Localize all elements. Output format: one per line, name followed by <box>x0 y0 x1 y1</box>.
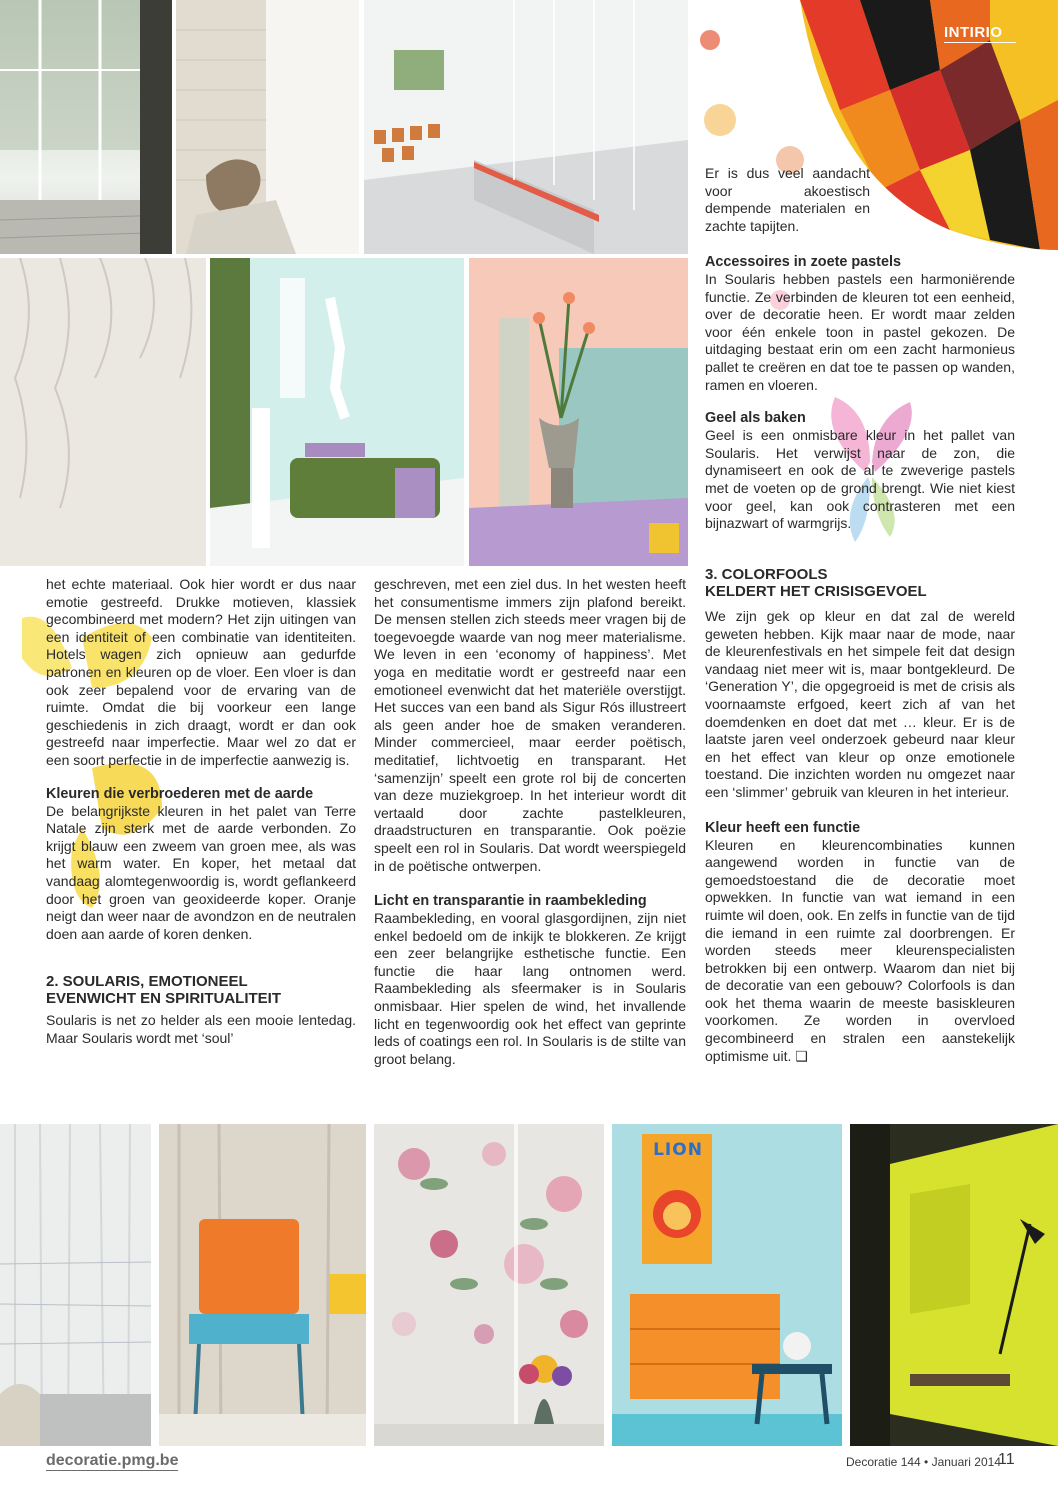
photo-yellow-wall-lamp-art <box>850 1124 1058 1446</box>
photo-wavy-curtain-tray <box>0 258 206 566</box>
col1-para-1: het echte materiaal. Ook hier wordt er dus naar emotie gestreefd. Drukke motieven, klassiek gecombineerd met modern? Het zijn uitingen van een identiteit of een combinatie van identiteiten. Hotels wagen zich opnieuw aan gedurfde patronen en kleuren op de vloer. Een vloer is dan ook zeer bepalend voor de ervaring van de ruimte. Omdat die bij voorkeur een lange geschiedenis in zich draagt, wordt er dan ook gestreefd naar imperfectie. Maar wel zo dat er een soort perfectie in de imperfectie aanwezig is. <box>46 576 356 768</box>
heading-colorfools-1: 3. COLORFOOLS <box>705 566 828 583</box>
col1-para-3: Soularis is net zo helder als een mooie lentedag. Maar Soularis wordt met ‘soul’ <box>46 1012 356 1046</box>
photo-corridor-chairs-art <box>364 0 688 254</box>
col2-para-2: Raambekleding, en vooral glasgordijnen, zijn niet enkel bedoeld om de inkijk te blokkeren. Ze krijgt een zeer belangrijke esthetische functie. Een functie die haar lang ontnomen werd. Raambekleding als sfeermaker is in Soularis onmisbaar. Hier spelen de wind, het invallende licht en tegenwoordig ook het effect van geprinte leds of coatings een rol. In Soularis is de stilte van groot belang. <box>374 910 686 1067</box>
heading-accessoires: Accessoires in zoete pastels <box>705 254 901 270</box>
heading-kleuren-aarde: Kleuren die verbroederen met de aarde <box>46 785 314 802</box>
photo-white-sheer-curtain-art <box>0 1124 151 1446</box>
column-2 <box>374 576 686 1068</box>
lion-poster-title: LION <box>653 1140 703 1160</box>
col2-para-1: geschreven, met een ziel dus. In het westen heeft het consumentisme immers zijn plafond bereikt. De mensen stellen zich steeds meer vragen bij de toegevoegde waarde van nog meer materialisme. We leven in een ‘economy of happiness’. Met yoga en meditatie wordt er gestreefd naar een emotioneel evenwicht dat het materiële overstijgt. Het succes van een band als Sigur Rós illustreert als geen ander hoe de smaken veranderen. Minder commercieel, maar eerder poëtisch, meditatief, lichtvoetig en transparant. Het ‘samenzijn’ speelt een grote rol bij de concerten van deze muziekgroep. In het interieur wordt dit vertaald door zachte pastelkleuren, draadstructuren en transparantie. Ook poëzie speelt een rol in Soularis. Dat wordt weerspiegeld in de poëtische ontwerpen. <box>374 576 686 874</box>
photo-pastel-ornate-wall-art <box>469 258 688 566</box>
photo-white-curtains-window <box>0 0 172 254</box>
photo-bag-on-stool-art <box>176 0 359 254</box>
heading-soularis-2: EVENWICHT EN SPIRITUALITEIT <box>46 990 282 1008</box>
photo-lion-poster-dresser <box>612 1124 842 1446</box>
photo-pastel-ornate-wall <box>469 258 688 566</box>
para-geel: Geel is een onmisbare kleur in het pallet van Soularis. Het verwijst naar de zon, die dynamiseert en ook de al te zweverige pastels met de voeten op de grond brengt. Wie niet kiest voor geel, kan ook contrasteren met een bijnazwart of warmgrijs. <box>705 427 1015 532</box>
photo-white-sheer-curtain <box>0 1124 151 1446</box>
col1-para-2: De belangrijkste kleuren in het palet van Terre Natale zijn sterk met de aarde verbonden. Zo krijgt blauw een zweem van groen mee, als was het warm water. En koper, het metaal dat vandaag alomtegenwoordig is, wordt geflankeerd door het groen van geoxideerde koper. Oranje neigt dan weer naar de avondzon en de neutralen doen aan aarde of koren denken. <box>46 802 356 942</box>
brand-text: INTIRIO <box>944 24 1003 41</box>
heading-colorfools-2: KELDERT HET CRISISGEVOEL <box>705 583 927 600</box>
col3-intro-text: Er is dus veel aandacht voor akoestisch dempende materialen en zachte tapijten. <box>705 165 870 234</box>
photo-floral-curtain <box>374 1124 604 1446</box>
photo-wavy-curtain-tray-art <box>0 258 206 566</box>
column-3 <box>705 566 1015 1066</box>
column-1 <box>46 576 356 1047</box>
col3-top-section <box>705 254 1015 533</box>
photo-floral-curtain-art <box>374 1124 604 1446</box>
col3-intro <box>705 165 870 235</box>
photo-yellow-wall-lamp <box>850 1124 1058 1446</box>
para-accessoires: In Soularis hebben pastels een harmoniërende functie. Ze verbinden de kleuren tot een eenheid, over de decoratie heen. Er wordt maar zelden voor één enkele toon in pastel gekozen. De uitdaging bestaat erin om een zacht harmonieus pallet te creëren en dat toe te passen op wanden, ramen en vloeren. <box>705 271 1015 393</box>
photo-orange-cushion-chair <box>159 1124 366 1446</box>
heading-kleur-functie: Kleur heeft een functie <box>705 819 861 836</box>
photo-white-curtains-window-art <box>0 0 172 254</box>
heading-licht-transparantie: Licht en transparantie in raambekleding <box>374 893 647 910</box>
photo-lion-poster-dresser-art <box>612 1124 842 1446</box>
end-mark-icon: ❑ <box>795 1048 808 1065</box>
photo-bag-on-stool <box>176 0 359 254</box>
photo-green-sofa-room-art <box>210 258 464 566</box>
footer-issue: Decoratie 144 • Januari 2014 <box>846 1455 1001 1469</box>
brand-label <box>944 24 1016 43</box>
footer-page-number: 11 <box>998 1451 1015 1468</box>
col3-para-1: We zijn gek op kleur en dat zal de wereld geweten hebben. Kijk maar naar de mode, naar de kleurenfestivals en het simpele feit dat design vandaag niet meer wit is, maar bontgekleurd. De ‘Generation Y’, die opgegroeid is met de crisis als voornaamste erfgoed, keert zich af van het doemdenken en doet dat met … kleur. Er is de laatste jaren veel onderzoek gebeurd naar kleur en het effect van kleur op onze emotionele toestand. Die inzichten worden nu omgezet naar een ‘slimmer’ gebruik van kleuren in het interieur. <box>705 608 1015 800</box>
photo-corridor-chairs <box>364 0 688 254</box>
heading-soularis-1: 2. SOULARIS, EMOTIONEEL <box>46 973 248 991</box>
footer-website[interactable]: decoratie.pmg.be <box>46 1452 179 1469</box>
photo-orange-cushion-chair-art <box>159 1124 366 1446</box>
photo-green-sofa-room <box>210 258 464 566</box>
col3-para-2-text: Kleuren en kleurencombinaties kunnen aangewend worden in functie van de gemoedstoestand die de decoratie moet opwekken. In functie van wat iemand in een ruimte wil doen, ook. En zelfs in functie van de tijd die iemand in een ruimte zal doorbrengen. Er worden steeds meer kleurenspecialisten betrokken bij een ontwerp. Waarom dan niet bij de decoratie van een gebouw? Colorfools is dan ook het thema waarin de meeste basiskleuren voorkomen. Ze worden in overvloed gecombineerd en stralen een aanstekelijk optimisme uit. <box>705 836 1015 1064</box>
heading-geel: Geel als baken <box>705 410 806 427</box>
col3-para-2 <box>705 837 1015 1067</box>
